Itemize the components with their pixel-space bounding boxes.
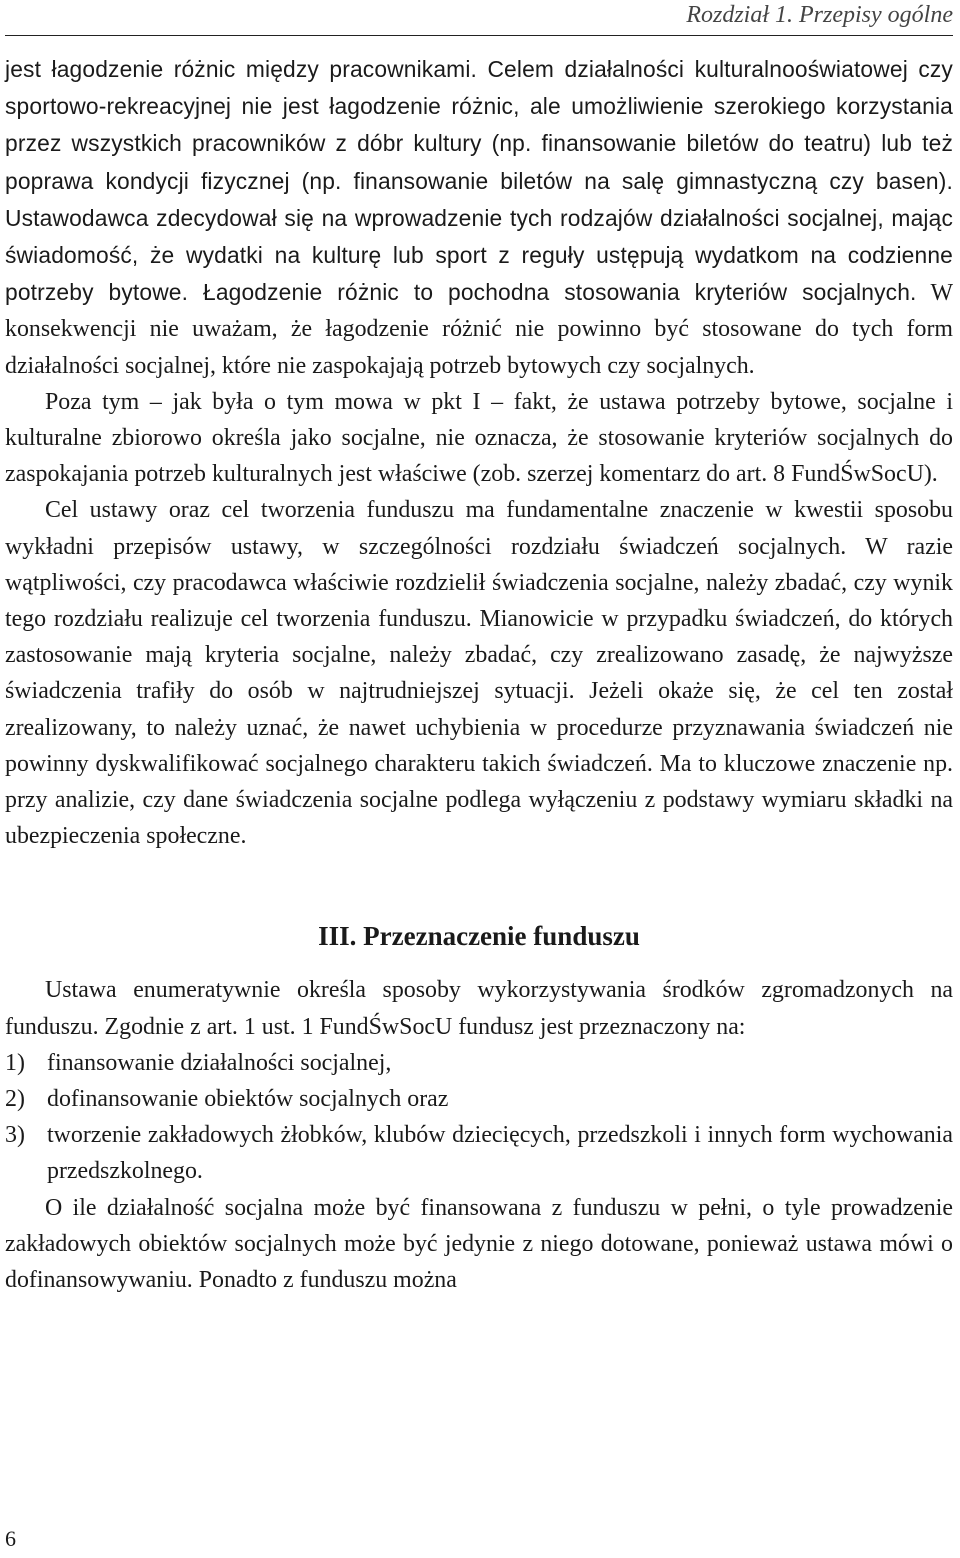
paragraph-2: Poza tym – jak była o tym mowa w pkt I – fakt, że ustawa potrzeby bytowe, socjalne i kulturalne zbiorowo określa jako socjalne, nie oznacza, że stosowanie kryteriów socjalnych do zaspokajania potrzeb kulturalnych jest właściwe (zob. szerzej komentarz do art. 8 FundŚwSocU). [5, 388, 953, 488]
header-rule [5, 35, 953, 36]
list-item-number: 2) [5, 1086, 25, 1113]
paragraph-4: Ustawa enumeratywnie określa sposoby wykorzystywania środków zgromadzonych na funduszu. Zgodnie z art. 1 ust. 1 FundŚwSocU fundusz jest przeznaczony na: [5, 977, 953, 1040]
purpose-list [5, 1045, 953, 1190]
paragraph-1 [5, 51, 953, 384]
running-header: Rozdział 1. Przepisy ogólne [686, 2, 953, 28]
list-item-text: tworzenie zakładowych żłobków, klubów dziecięcych, przedszkoli i innych form wychowania przedszkolnego. [47, 1122, 953, 1185]
list-item-text: finansowanie działalności socjalnej, [47, 1049, 392, 1076]
list-item-text: dofinansowanie obiektów socjalnych oraz [47, 1086, 449, 1113]
body-text [5, 51, 953, 1298]
list-item [5, 1117, 953, 1189]
list-item-number: 1) [5, 1049, 25, 1076]
list-item [5, 1045, 953, 1081]
book-page [5, 0, 953, 1558]
page-number: 6 [5, 1526, 16, 1551]
paragraph-5: O ile działalność socjalna może być finansowana z funduszu w pełni, o tyle prowadzenie zakładowych obiektów socjalnych może być jedynie z niego dotowane, ponieważ ustawa mówi o dofinansowywaniu. Ponadto z funduszu można [5, 1194, 953, 1294]
section-heading: III. Przeznaczenie funduszu [318, 921, 640, 952]
list-item-number: 3) [5, 1122, 25, 1149]
paragraph-3: Cel ustawy oraz cel tworzenia funduszu ma fundamentalne znaczenie w kwestii sposobu wykładni przepisów ustawy, w szczególności rozdziału świadczeń socjalnych. W razie wątpliwości, czy pracodawca właściwie rozdzielił świadczenia socjalne, należy zbadać, czy wynik tego rozdziału realizuje cel tworzenia funduszu. Mianowicie w przypadku świadczeń, do których zastosowanie mają kryteria socjalne, należy zbadać, czy zrealizowano zasadę, że najwyższe świadczenia trafiły do osób w najtrudniejszej sytuacji. Jeżeli okaże się, że cel ten został zrealizowany, to należy uznać, że nawet uchybienia w procedurze przyznawania świadczeń nie powinny dyskwalifikować socjalnego charakteru takich świadczeń. Ma to kluczowe znaczenie np. przy analizie, czy dane świadczenia socjalne podlega wyłączeniu z podstawy wymiaru składki na ubezpieczenia społeczne. [5, 497, 953, 850]
list-item [5, 1081, 953, 1117]
paragraph-1-sans-part: jest łagodzenie różnic między pracownikami. Celem działalności kulturalnooświatowej czy sportowo-rekreacyjnej nie jest łagodzenie różnic, ale umożliwienie szerokiego korzystania przez wszystkich pracowników z dóbr kultury (np. finansowanie biletów do teatru) lub też poprawa kondycji fizycznej (np. finansowanie biletów na salę gimnastyczną czy basen). Ustawodawca zdecydował się na wprowadzenie tych rodzajów działalności socjalnej, mając świadomość, że wydatki na kulturę lub sport z reguły ustępują wydatkom na codzienne potrzeby bytowe. Łagodzenie różnic to pochodna stosowania kryteriów socjalnych. [5, 56, 953, 306]
paragraph-1-serif-part: W konsekwencji nie uważam, że łagodzenie różnić nie powinno być stosowane do tych form działalności socjalnej, które nie zaspokajają potrzeb bytowych czy socjalnych. [5, 280, 953, 379]
